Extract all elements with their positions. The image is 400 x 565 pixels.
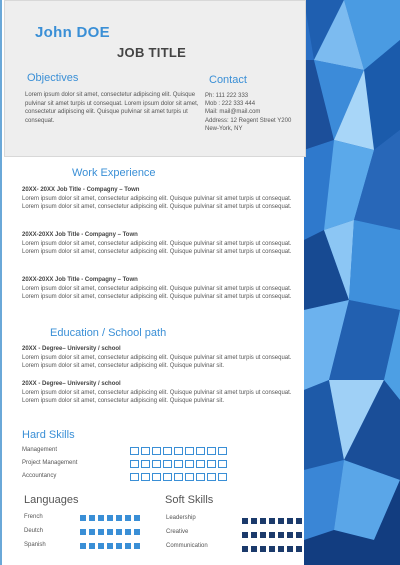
language-rating xyxy=(80,529,140,535)
contact-heading: Contact xyxy=(209,74,247,86)
rating-box xyxy=(218,460,227,468)
hard-skill-rating xyxy=(130,447,227,455)
rating-square xyxy=(107,515,113,521)
rating-square xyxy=(134,543,140,549)
rating-box xyxy=(207,473,216,481)
rating-square xyxy=(116,543,122,549)
rating-square xyxy=(242,546,248,552)
rating-box xyxy=(141,473,150,481)
rating-box xyxy=(207,447,216,455)
rating-square xyxy=(89,529,95,535)
job-head: 20XX- 20XX Job Title - Compagny – Town xyxy=(22,187,140,193)
rating-square xyxy=(107,543,113,549)
education-heading: Education / School path xyxy=(50,327,167,339)
job-head: 20XX-20XX Job Title - Compagny – Town xyxy=(22,232,138,238)
rating-square xyxy=(260,518,266,524)
objectives-text: Lorem ipsum dolor sit amet, consectetur adipiscing elit. Quisque pulvinar sit amet turpis ut consequat. Lorem ipsum dolor sit amet, consectetur adipiscing elit. Quisque pulvinar sit amet turpis ut consequat. xyxy=(25,92,199,124)
rating-square xyxy=(251,518,257,524)
hard-skill-label: Management xyxy=(22,447,58,453)
rating-box xyxy=(196,473,205,481)
job-description: Lorem ipsum dolor sit amet, consectetur adipiscing elit. Quisque pulvinar sit amet turpis ut consequat. Lorem ipsum dolor sit amet, consectetur adipiscing elit. Quisque pulvinar sit amet turpis ut consequat. xyxy=(22,240,292,256)
rating-box xyxy=(163,460,172,468)
rating-square xyxy=(269,532,275,538)
rating-box xyxy=(130,460,139,468)
language-label: Spanish xyxy=(24,542,46,548)
rating-square xyxy=(116,529,122,535)
rating-square xyxy=(98,515,104,521)
job-description: Lorem ipsum dolor sit amet, consectetur adipiscing elit. Quisque pulvinar sit amet turpis ut consequat. Lorem ipsum dolor sit amet, consectetur adipiscing elit. Quisque pulvinar sit amet turpis ut consequat. xyxy=(22,285,292,301)
candidate-name: John DOE xyxy=(35,24,110,41)
rating-box xyxy=(152,447,161,455)
soft-skill-rating xyxy=(242,518,302,524)
rating-square xyxy=(89,515,95,521)
rating-square xyxy=(125,543,131,549)
rating-square xyxy=(89,543,95,549)
rating-square xyxy=(269,518,275,524)
job-entry xyxy=(22,186,304,212)
rating-square xyxy=(98,543,104,549)
rating-box xyxy=(218,473,227,481)
header-panel xyxy=(4,0,306,157)
rating-box xyxy=(218,447,227,455)
hard-skill-rating xyxy=(130,473,227,481)
rating-square xyxy=(80,529,86,535)
objectives-heading: Objectives xyxy=(27,72,79,84)
rating-box xyxy=(152,460,161,468)
rating-box xyxy=(207,460,216,468)
language-rating xyxy=(80,543,140,549)
rating-square xyxy=(296,518,302,524)
rating-square xyxy=(260,532,266,538)
job-title: JOB TITLE xyxy=(117,45,187,60)
education-head: 20XX - Degree– University / school xyxy=(22,346,121,352)
rating-box xyxy=(196,460,205,468)
rating-square xyxy=(134,515,140,521)
hard-skill-rating xyxy=(130,460,227,468)
languages-heading: Languages xyxy=(24,494,79,506)
work-experience-heading: Work Experience xyxy=(72,167,156,179)
rating-square xyxy=(269,546,275,552)
education-description: Lorem ipsum dolor sit amet, consectetur adipiscing elit. Quisque pulvinar sit amet turpis ut consequat. Lorem ipsum dolor sit amet, consectetur adipiscing elit. Quisque pulvinar sit. xyxy=(22,354,292,370)
contact-mail: Mail: mail@mail.com xyxy=(205,109,261,116)
rating-square xyxy=(296,546,302,552)
soft-skill-label: Creative xyxy=(166,529,189,535)
rating-square xyxy=(278,546,284,552)
contact-list xyxy=(205,92,307,133)
education-entry xyxy=(22,345,304,371)
decorative-polygon-panel xyxy=(304,0,400,565)
rating-square xyxy=(287,532,293,538)
soft-skill-label: Communication xyxy=(166,543,208,549)
rating-square xyxy=(296,532,302,538)
rating-box xyxy=(163,447,172,455)
rating-square xyxy=(242,518,248,524)
rating-box xyxy=(163,473,172,481)
soft-skill-rating xyxy=(242,546,302,552)
rating-square xyxy=(278,532,284,538)
language-rating xyxy=(80,515,140,521)
rating-square xyxy=(107,529,113,535)
rating-box xyxy=(196,447,205,455)
rating-box xyxy=(174,473,183,481)
rating-square xyxy=(242,532,248,538)
rating-box xyxy=(185,473,194,481)
rating-square xyxy=(134,529,140,535)
rating-square xyxy=(251,546,257,552)
rating-square xyxy=(125,529,131,535)
contact-address: Address: 12 Regent Street Y200 xyxy=(205,117,292,124)
rating-square xyxy=(125,515,131,521)
soft-skill-rating xyxy=(242,532,302,538)
rating-square xyxy=(287,546,293,552)
rating-box xyxy=(130,447,139,455)
soft-skills-heading: Soft Skills xyxy=(165,494,214,506)
rating-box xyxy=(185,460,194,468)
hard-skills-heading: Hard Skills xyxy=(22,429,75,441)
job-head: 20XX-20XX Job Title - Compagny – Town xyxy=(22,277,138,283)
rating-square xyxy=(80,543,86,549)
rating-box xyxy=(174,460,183,468)
contact-city: New-York, NY xyxy=(205,125,243,132)
rating-square xyxy=(116,515,122,521)
hard-skill-label: Project Management xyxy=(22,460,78,466)
rating-square xyxy=(251,532,257,538)
rating-square xyxy=(80,515,86,521)
language-label: French xyxy=(24,514,43,520)
rating-box xyxy=(141,447,150,455)
rating-box xyxy=(130,473,139,481)
rating-square xyxy=(278,518,284,524)
contact-phone: Ph: 111 222 333 xyxy=(205,93,249,99)
job-entry xyxy=(22,276,304,302)
rating-square xyxy=(260,546,266,552)
rating-square xyxy=(98,529,104,535)
job-entry xyxy=(22,231,304,257)
job-description: Lorem ipsum dolor sit amet, consectetur adipiscing elit. Quisque pulvinar sit amet turpis ut consequat. Lorem ipsum dolor sit amet, consectetur adipiscing elit. Quisque pulvinar sit amet turpis ut consequat. xyxy=(22,195,292,211)
education-description: Lorem ipsum dolor sit amet, consectetur adipiscing elit. Quisque pulvinar sit amet turpis ut consequat. Lorem ipsum dolor sit amet, consectetur adipiscing elit. Quisque pulvinar sit. xyxy=(22,389,292,405)
rating-box xyxy=(174,447,183,455)
rating-box xyxy=(152,473,161,481)
rating-box xyxy=(185,447,194,455)
rating-square xyxy=(287,518,293,524)
education-entry xyxy=(22,380,304,406)
education-head: 20XX - Degree– University / school xyxy=(22,381,121,387)
rating-box xyxy=(141,460,150,468)
soft-skill-label: Leadership xyxy=(166,515,196,521)
contact-mobile: Mob : 222 333 444 xyxy=(205,101,256,108)
language-label: Deutch xyxy=(24,528,44,534)
hard-skill-label: Accountancy xyxy=(22,473,57,479)
